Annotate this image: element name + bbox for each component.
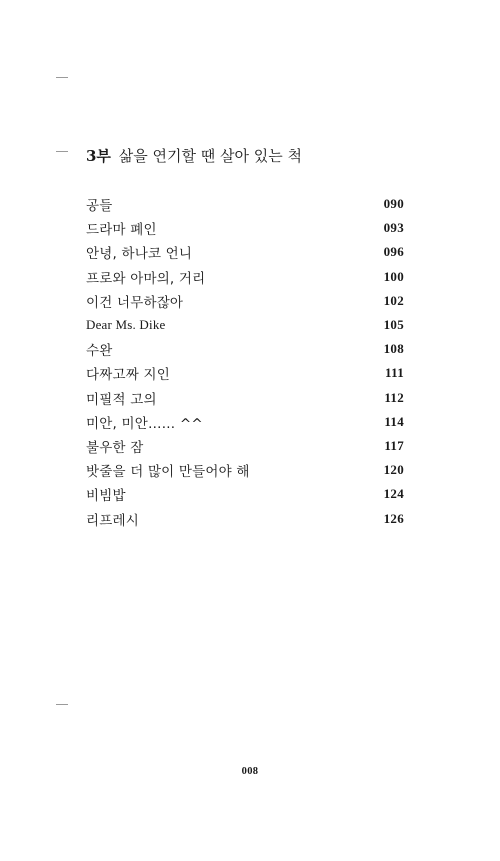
toc-entry-page: 090 (383, 196, 404, 212)
toc-entry-page: 124 (383, 486, 404, 502)
table-of-contents (86, 192, 404, 531)
toc-entry-page: 117 (384, 437, 404, 453)
margin-dash (56, 77, 68, 78)
toc-entry-title: 안녕, 하나코 언니 (86, 246, 193, 263)
part-heading (86, 146, 302, 166)
toc-entry-page: 108 (383, 341, 404, 357)
toc-entry-page: 120 (383, 462, 404, 478)
toc-entry (86, 265, 404, 289)
toc-entry-page: 096 (383, 244, 404, 260)
toc-entry (86, 410, 404, 434)
toc-entry (86, 337, 404, 361)
toc-entry-page: 105 (383, 317, 404, 333)
toc-entry-title: 밧줄을 더 많이 만들어야 해 (86, 464, 250, 481)
toc-entry-title: 비빔밥 (86, 488, 126, 505)
toc-entry-page: 111 (385, 365, 404, 381)
toc-entry-title: 프로와 아마의, 거리 (86, 270, 206, 287)
part-number: 3부 (86, 147, 111, 165)
toc-entry (86, 386, 404, 410)
toc-entry-page: 102 (383, 292, 404, 308)
toc-entry-title: 미필적 고의 (86, 391, 157, 408)
toc-entry-page: 100 (383, 268, 404, 284)
toc-entry-page: 126 (383, 510, 404, 526)
toc-entry (86, 192, 404, 216)
page-number: 008 (241, 766, 259, 777)
toc-entry (86, 434, 404, 458)
toc-entry (86, 458, 404, 482)
toc-entry-title: 수완 (86, 343, 113, 360)
margin-dash (56, 151, 68, 152)
toc-entry-title: 다짜고짜 지인 (86, 367, 170, 384)
toc-entry-title: 리프레시 (86, 512, 139, 529)
toc-entry-title: 드라마 폐인 (86, 222, 157, 239)
toc-entry (86, 289, 404, 313)
toc-entry (86, 240, 404, 264)
toc-entry-page: 112 (384, 389, 404, 405)
toc-entry-title: 이건 너무하잖아 (86, 294, 184, 311)
part-title: 삶을 연기할 땐 살아 있는 척 (118, 147, 302, 165)
toc-entry-page: 114 (384, 413, 404, 429)
toc-entry-title: Dear Ms. Dike (86, 317, 166, 333)
margin-dash (56, 704, 68, 705)
toc-entry-title: 미안, 미안…… ^^ (86, 415, 203, 432)
toc-entry (86, 313, 404, 337)
toc-entry (86, 361, 404, 385)
toc-entry-page: 093 (383, 220, 404, 236)
toc-entry-title: 불우한 잠 (86, 439, 144, 456)
toc-entry (86, 506, 404, 530)
toc-entry (86, 216, 404, 240)
toc-entry (86, 482, 404, 506)
toc-entry-title: 공들 (86, 198, 113, 215)
